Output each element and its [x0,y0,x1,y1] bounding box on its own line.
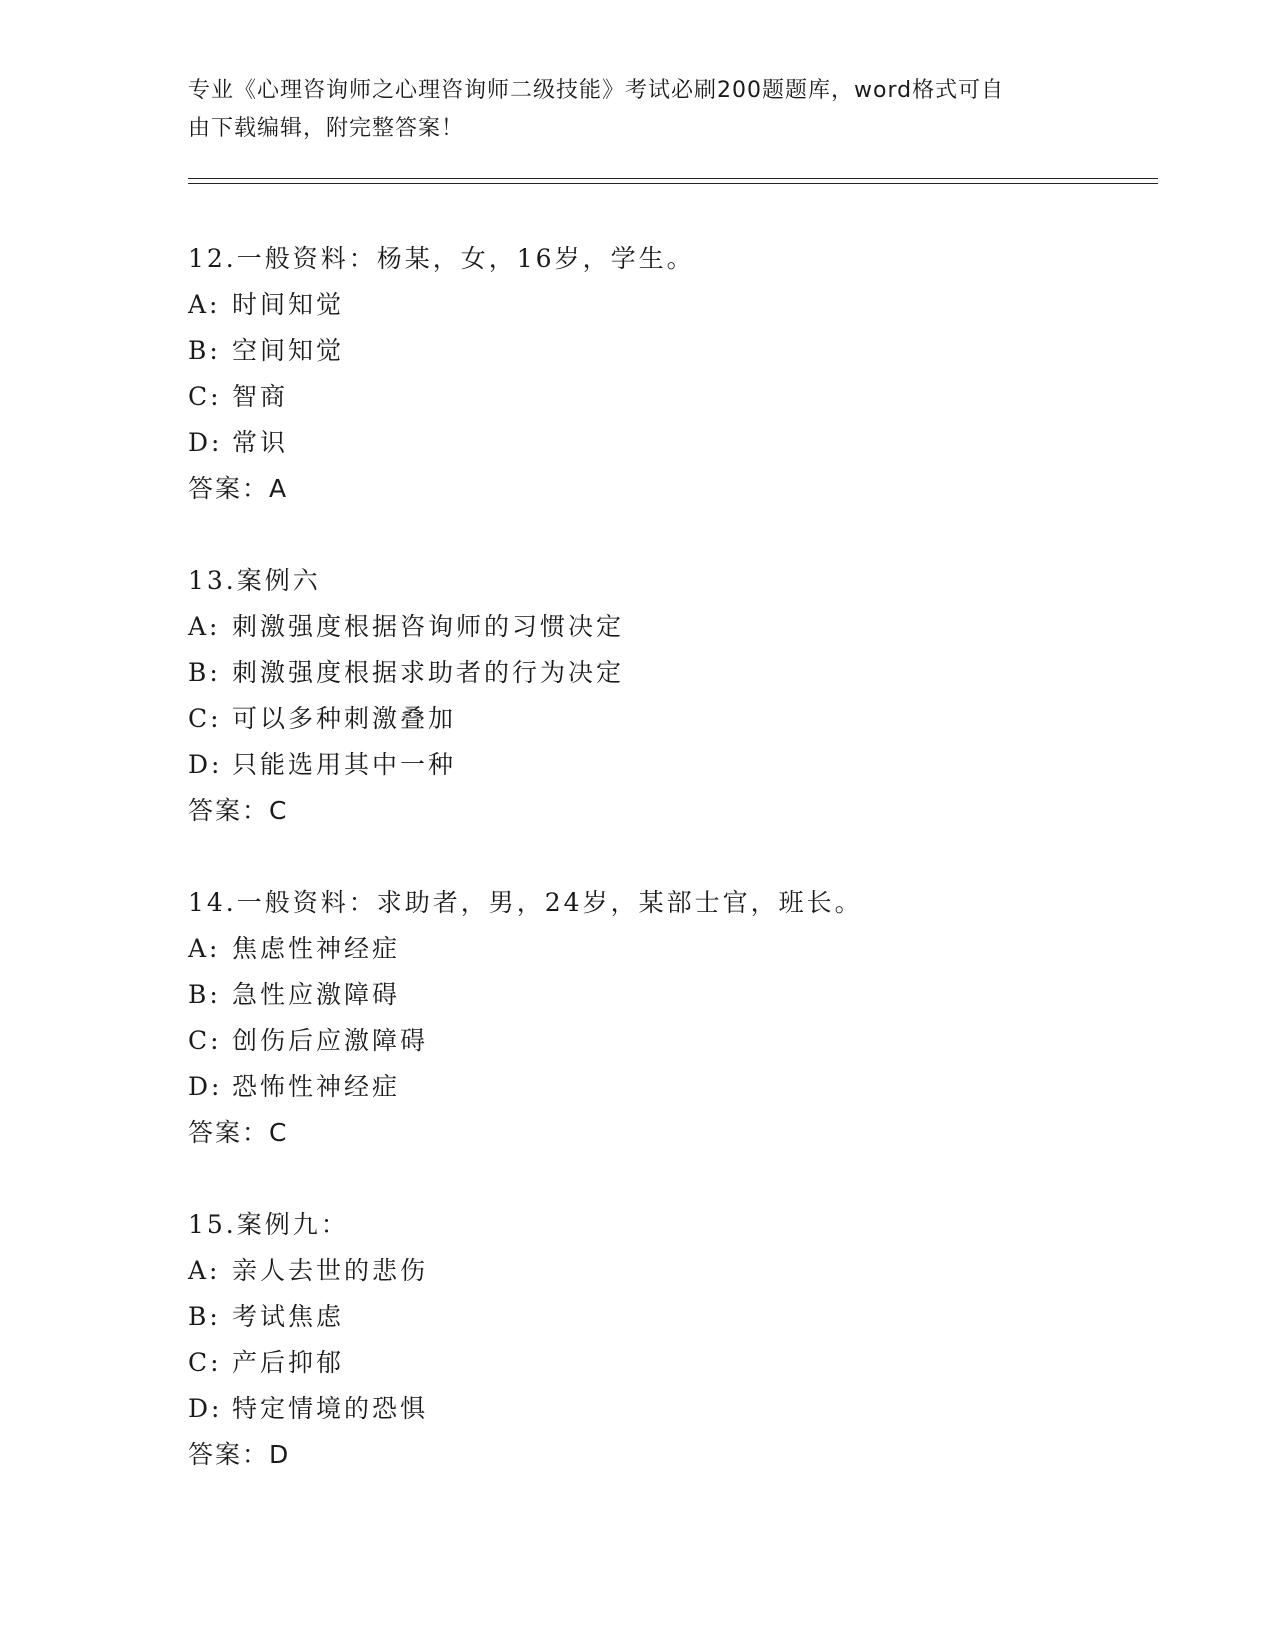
option-label: A: [188,290,221,319]
option-b [188,972,1158,1018]
option-label: B: [188,336,221,365]
option-a [188,926,1158,972]
option-label: C: [188,1026,222,1055]
question-stem: 14.一般资料：求助者，男，24岁，某部士官，班长。 [188,888,863,917]
question-stem: 12.一般资料：杨某，女，16岁，学生。 [188,244,695,273]
option-d [188,1386,1158,1432]
header-line-1: 专业《心理咨询师之心理咨询师二级技能》考试必刷200题题库，word格式可自 [188,78,1005,103]
option-text: 产后抑郁 [232,1348,345,1377]
option-label: B: [188,980,221,1009]
question-13 [188,558,1158,834]
option-text: 智商 [232,382,289,411]
question-14 [188,880,1158,1156]
option-a [188,282,1158,328]
option-text: 急性应激障碍 [232,980,401,1009]
option-c [188,1018,1158,1064]
option-label: C: [188,704,222,733]
answer-line: 答案：C [188,1118,289,1147]
option-d [188,1064,1158,1110]
question-stem: 15.案例九： [188,1210,349,1239]
option-b [188,328,1158,374]
option-text: 常识 [232,428,289,457]
option-c [188,1340,1158,1386]
option-label: A: [188,612,221,641]
header-rule-bottom [188,183,1158,184]
option-text: 恐怖性神经症 [232,1072,401,1101]
answer-line: 答案：C [188,796,289,825]
header-line-2: 由下载编辑，附完整答案！ [188,116,465,141]
question-15 [188,1202,1158,1478]
answer-line: 答案：D [188,1440,291,1469]
option-text: 只能选用其中一种 [232,750,457,779]
option-label: A: [188,934,221,963]
document-header [188,72,1068,148]
option-label: B: [188,658,221,687]
option-text: 刺激强度根据咨询师的习惯决定 [232,612,625,641]
answer-line: 答案：A [188,474,289,503]
option-text: 可以多种刺激叠加 [232,704,457,733]
option-a [188,604,1158,650]
question-12 [188,236,1158,512]
option-text: 亲人去世的悲伤 [232,1256,429,1285]
option-b [188,1294,1158,1340]
option-label: D: [188,428,223,457]
option-label: B: [188,1302,221,1331]
option-d [188,420,1158,466]
option-text: 时间知觉 [232,290,345,319]
option-text: 特定情境的恐惧 [232,1394,429,1423]
option-a [188,1248,1158,1294]
option-label: C: [188,1348,222,1377]
option-label: C: [188,382,222,411]
header-rule-top [188,178,1158,179]
option-text: 创伤后应激障碍 [232,1026,429,1055]
option-text: 刺激强度根据求助者的行为决定 [232,658,625,687]
question-stem: 13.案例六 [188,566,321,595]
option-label: D: [188,1072,223,1101]
option-label: D: [188,1394,223,1423]
option-d [188,742,1158,788]
option-text: 空间知觉 [232,336,345,365]
option-text: 焦虑性神经症 [232,934,401,963]
option-label: D: [188,750,223,779]
option-text: 考试焦虑 [232,1302,345,1331]
option-label: A: [188,1256,221,1285]
option-c [188,374,1158,420]
option-b [188,650,1158,696]
question-list [188,236,1158,1524]
option-c [188,696,1158,742]
